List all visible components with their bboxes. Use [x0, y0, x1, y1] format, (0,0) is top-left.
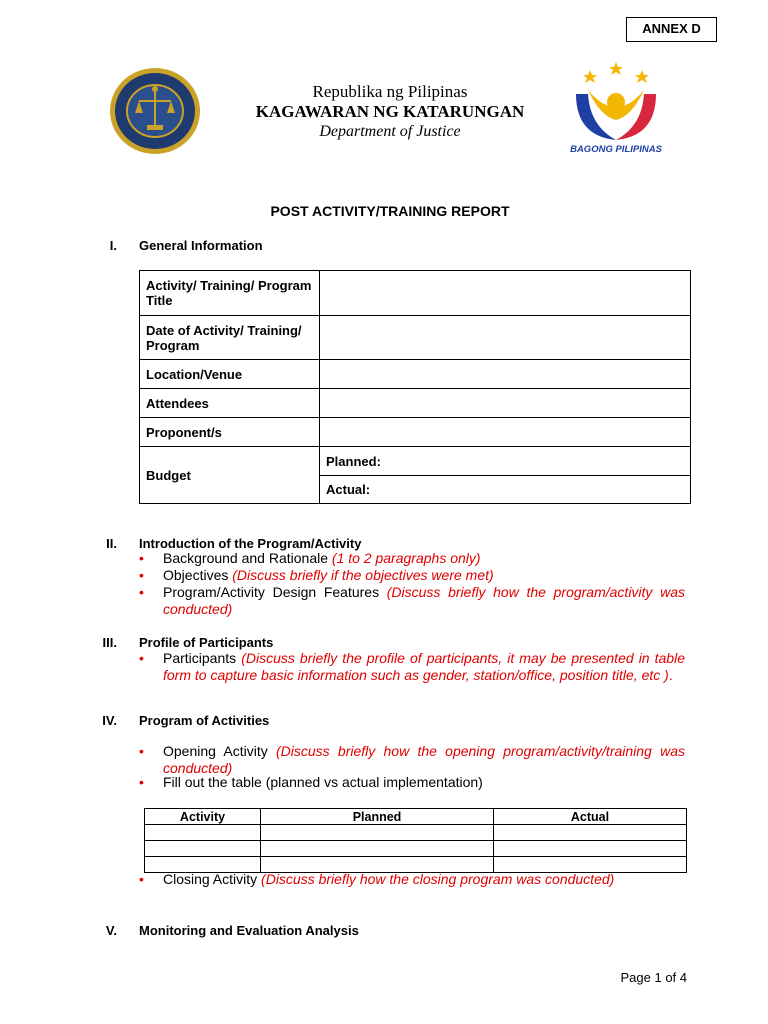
list-item	[139, 871, 685, 888]
bullet-note: (Discuss briefly how the program/activity was conducted)	[163, 584, 686, 617]
table-cell[interactable]	[145, 841, 261, 857]
table-cell[interactable]	[261, 825, 494, 841]
list-item	[139, 567, 685, 584]
bullet-note: (Discuss briefly how the opening program/activity/training was conducted)	[163, 743, 685, 776]
bullet-icon: •	[139, 584, 144, 600]
bullet-text: Fill out the table (planned vs actual implementation)	[163, 774, 483, 790]
bagong-pilipinas-logo-icon	[562, 60, 670, 155]
section-2-number: II.	[106, 536, 117, 551]
proponent-label: Proponent/s	[140, 418, 320, 447]
list-item	[139, 550, 685, 567]
bullet-end: .	[668, 666, 673, 683]
section-3-number: III.	[102, 635, 117, 650]
bullet-icon: •	[139, 774, 144, 790]
table-row	[145, 841, 687, 857]
list-item	[139, 584, 685, 617]
annex-label: ANNEX D	[626, 17, 717, 42]
section-5-title: Monitoring and Evaluation Analysis	[139, 923, 359, 938]
bullet-icon: •	[139, 567, 144, 583]
table-row	[145, 825, 687, 841]
section-2-title: Introduction of the Program/Activity	[139, 536, 362, 551]
program-activities-table	[144, 808, 687, 873]
doj-seal-icon	[109, 67, 201, 155]
location-field[interactable]	[320, 360, 691, 389]
header-department-filipino: KAGAWARAN NG KATARUNGAN	[255, 102, 525, 121]
bullet-icon: •	[139, 743, 144, 759]
list-item	[139, 743, 685, 776]
section-1-number: I.	[109, 238, 117, 253]
title-label: Activity/ Training/ Program Title	[140, 271, 320, 316]
bullet-text: Participants	[163, 650, 242, 666]
bullet-text: Program/Activity Design Features	[163, 584, 387, 600]
bullet-text: Closing Activity	[163, 871, 262, 887]
budget-label: Budget	[140, 447, 320, 504]
proponent-field[interactable]	[320, 418, 691, 447]
section-5-number: V.	[105, 923, 117, 938]
date-field[interactable]	[320, 316, 691, 360]
bullet-text: Objectives	[163, 567, 233, 583]
table-header-activity: Activity	[145, 809, 261, 825]
bullet-text: Opening Activity	[163, 743, 276, 759]
table-header-actual: Actual	[494, 809, 687, 825]
bullet-icon: •	[139, 550, 144, 566]
section-4-number: IV.	[102, 713, 117, 728]
date-label: Date of Activity/ Training/ Program	[140, 316, 320, 360]
section-4-title: Program of Activities	[139, 713, 270, 728]
report-title: POST ACTIVITY/TRAINING REPORT	[270, 203, 510, 219]
location-label: Location/Venue	[140, 360, 320, 389]
bullet-note: (Discuss briefly if the objectives were met)	[232, 567, 494, 583]
header-republic: Republika ng Pilipinas	[312, 82, 468, 101]
bullet-note: (Discuss briefly how the closing program was conducted)	[261, 871, 615, 887]
budget-actual-field[interactable]: Actual:	[320, 476, 691, 504]
table-cell[interactable]	[145, 825, 261, 841]
section-3-title: Profile of Participants	[139, 635, 274, 650]
bullet-note: (Discuss briefly the profile of participants, it may be presented in table form to capture basic information such as gender, station/office, position title, etc )	[163, 650, 685, 683]
header-department-english: Department of Justice	[319, 123, 461, 140]
bullet-note: (1 to 2 paragraphs only)	[331, 550, 481, 566]
page-number: Page 1 of 4	[620, 970, 687, 985]
bullet-icon: •	[139, 871, 144, 887]
list-item	[139, 774, 685, 791]
attendees-field[interactable]	[320, 389, 691, 418]
budget-planned-field[interactable]: Planned:	[320, 447, 691, 476]
table-cell[interactable]	[494, 825, 687, 841]
general-info-table	[139, 270, 691, 504]
bullet-text: Background and Rationale	[163, 550, 332, 566]
table-cell[interactable]	[494, 841, 687, 857]
attendees-label: Attendees	[140, 389, 320, 418]
title-field[interactable]	[320, 271, 691, 316]
logo-text: BAGONG PILIPINAS	[570, 144, 662, 155]
list-item	[139, 650, 685, 683]
table-cell[interactable]	[261, 841, 494, 857]
bullet-icon: •	[139, 650, 144, 666]
table-header-planned: Planned	[261, 809, 494, 825]
section-1-title: General Information	[139, 238, 263, 253]
